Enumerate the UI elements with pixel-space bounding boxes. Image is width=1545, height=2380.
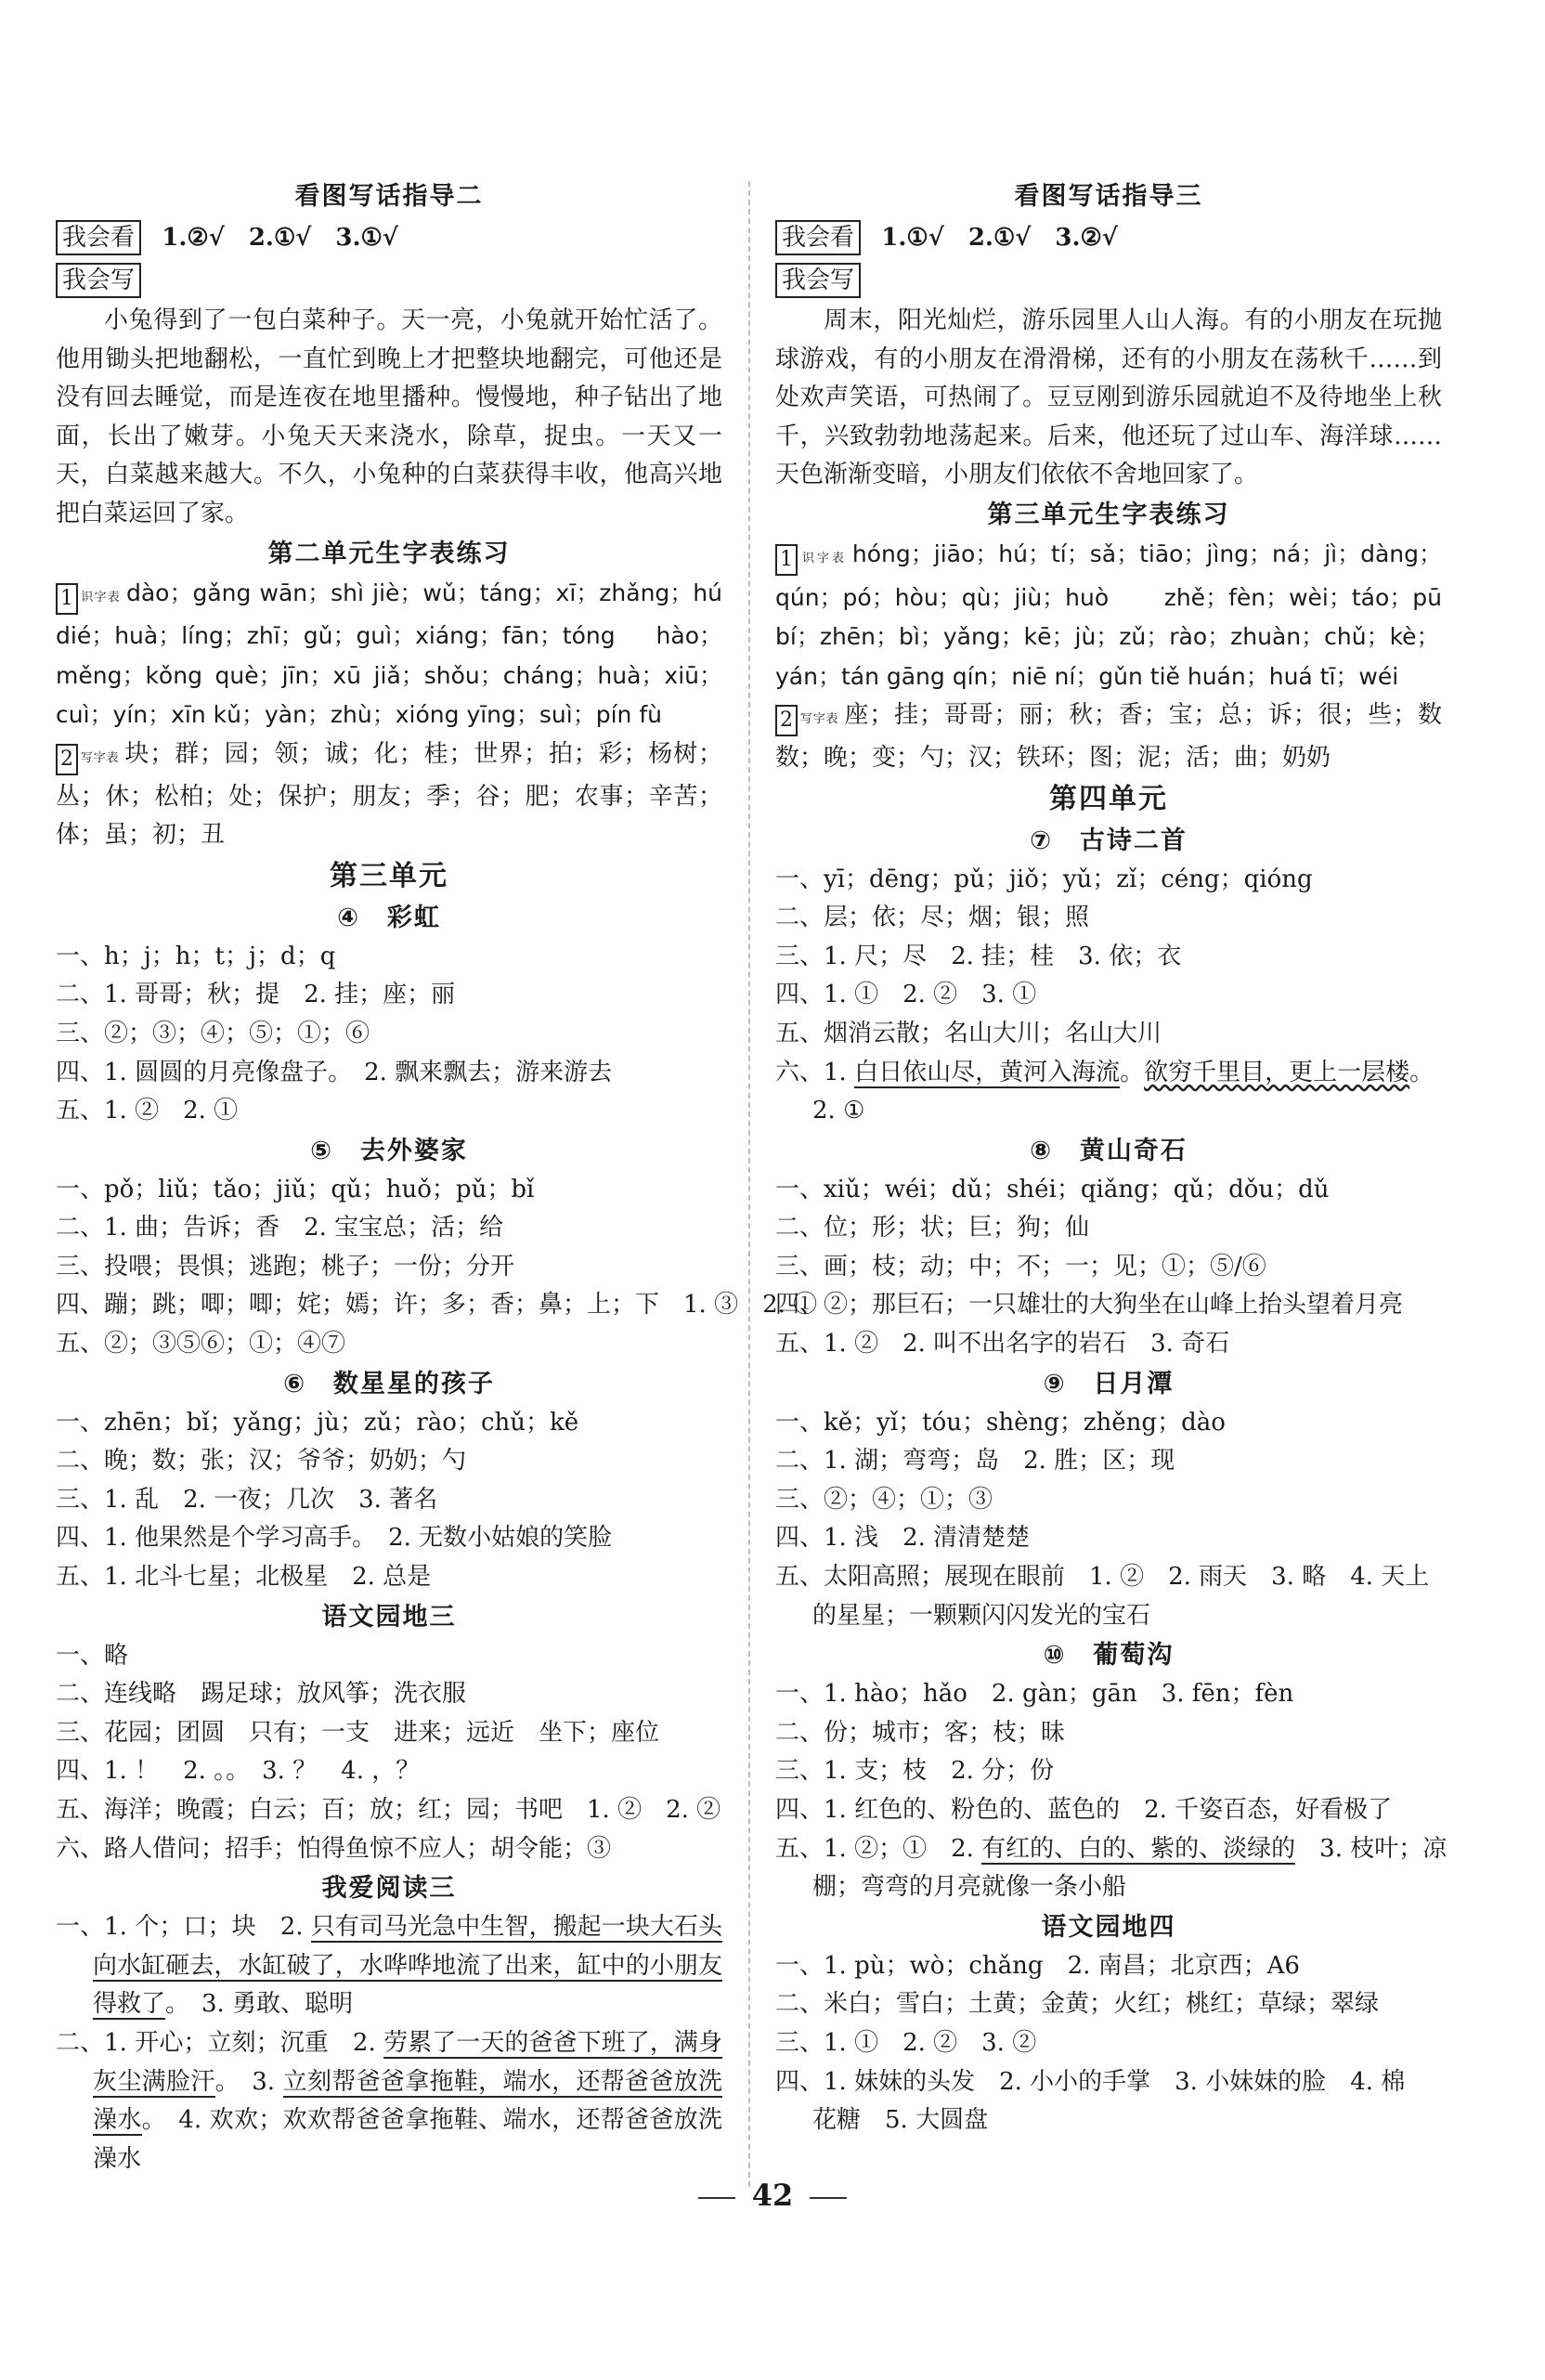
underlined-answer: 劳累了一天的爸爸下班了，满身灰尘满脸汗 — [93, 2028, 722, 2096]
section-title: 我爱阅读三 — [321, 1874, 457, 1904]
section-title: 看图写话指导三 — [1014, 182, 1203, 211]
answer-line: 四、②；那巨石；一只雄壮的大狗坐在山峰上抬头望着月亮 — [775, 1291, 1404, 1320]
vocab-question-2 — [56, 735, 722, 855]
answer-line: 三、②；③；④；⑤；①；⑥ — [56, 1019, 370, 1047]
answer-line: 二、米白；雪白；土黄；金黄；火红；桃红；草绿；翠绿 — [775, 1990, 1380, 2019]
question-sub-label: 写字表 — [80, 750, 120, 765]
underlined-answer: 有红的、白的、紫的、淡绿的 — [981, 1834, 1296, 1863]
column-divider — [748, 181, 750, 2187]
unit-title: 第三单元 — [330, 859, 448, 892]
write-row — [56, 259, 722, 302]
page-number-dash — [810, 2197, 847, 2199]
character-answers: 块；群；园；领；诚；化；桂；世界；拍；彩；杨树；丛；休；松柏；处；保护；朋友；季；谷；肥；农事；辛苦；体；虽；初；丑 — [56, 739, 722, 850]
answer-line: 四、1. 圆圆的月亮像盘子。 2. 飘来飘去；游来游去 — [56, 1058, 613, 1086]
answer-line: 二、1. 哥哥；秋；提 2. 挂；座；丽 — [56, 981, 456, 1009]
answer-line: 五、1. 北斗七星；北极星 2. 总是 — [56, 1563, 432, 1592]
lesson-title: ⑧ 黄山奇石 — [1030, 1136, 1188, 1165]
answer-line: 五、海洋；晚霞；白云；百；放；红；园；书吧 1. ② 2. ② — [56, 1796, 721, 1824]
vocab-question-1 — [56, 574, 722, 735]
answer-text: 。 — [1409, 1058, 1435, 1086]
lesson-title: ④ 彩虹 — [337, 903, 441, 932]
answer-line: 三、花园；团圆 只有；一支 进来；远近 坐下；座位 — [56, 1718, 660, 1747]
lesson-title: ⑩ 葡萄沟 — [1043, 1641, 1175, 1671]
look-answers: 1.①√ 2.①√ 3.②√ — [881, 224, 1118, 252]
write-label: 我会写 — [775, 263, 861, 298]
page-number-text: 42 — [751, 2178, 794, 2213]
lesson-title: ⑨ 日月潭 — [1043, 1369, 1175, 1398]
answer-line: 四、1. 他果然是个学习高手。 2. 无数小姑娘的笑脸 — [56, 1524, 613, 1553]
poem-answer-line — [775, 1054, 1442, 1093]
answer-line: 四、1. ！ 2. 。。 3. ？ 4. ，？ — [56, 1757, 421, 1786]
answer-line: 一、h；j；h；t；j；d；q — [56, 942, 336, 970]
answer-line: 四、1. 妹妹的头发 2. 小小的手掌 3. 小妹妹的脸 4. 棉 — [775, 2067, 1406, 2096]
answer-line: 一、略 — [56, 1641, 129, 1670]
answer-line — [775, 1830, 1448, 1869]
answer-line: 二、1. 曲；告诉；香 2. 宝宝总；活；给 — [56, 1214, 504, 1242]
question-number: 2 — [775, 705, 798, 736]
answer-line: 一、yī；dēng；pǔ；jiǒ；yǔ；zǐ；céng；qióng — [775, 865, 1313, 893]
answer-text: 3. 枝叶；凉 — [1295, 1834, 1448, 1863]
question-number: 1 — [775, 544, 798, 576]
page-number-dash — [698, 2197, 735, 2199]
lesson-title: ⑥ 数星星的孩子 — [283, 1369, 495, 1398]
answer-text: 二、1. 开心；立刻；沉重 2. — [56, 2028, 384, 2057]
answer-line: 一、1. hào；hǎo 2. gàn；gān 3. fēn；fèn — [775, 1680, 1294, 1709]
answer-line: 三、1. 乱 2. 一夜；几次 3. 著名 — [56, 1485, 438, 1514]
answer-line: 棚；弯弯的月亮就像一条小船 — [812, 1873, 1127, 1902]
answer-line: 的星星；一颗颗闪闪发光的宝石 — [812, 1601, 1151, 1630]
question-sub-label: 识字表 — [799, 551, 847, 566]
answer-line: 三、投喂；畏惧；逃跑；桃子；一份；分开 — [56, 1252, 515, 1281]
question-number: 2 — [56, 744, 78, 775]
character-answers: 座；挂；哥哥；丽；秋；香；宝；总；诉；很；些；数数；晚；变；勺；汉；铁环；图；泥；活；曲；奶奶 — [775, 701, 1442, 772]
write-label: 我会写 — [56, 263, 141, 298]
right-column — [775, 176, 1448, 2140]
question-sub-label: 写字表 — [799, 712, 839, 727]
answer-line: 2. ① — [812, 1097, 865, 1125]
page-number — [0, 2178, 1545, 2213]
answer-line: 二、晚；数；张；汉；爷爷；奶奶；勺 — [56, 1447, 467, 1476]
answer-line: 二、位；形；状；巨；狗；仙 — [775, 1214, 1090, 1242]
look-row — [56, 216, 722, 259]
section-title: 第三单元生字表练习 — [987, 500, 1230, 529]
section-title: 语文园地四 — [1041, 1912, 1176, 1942]
answer-line: 五、1. ② 2. 叫不出名字的岩石 3. 奇石 — [775, 1330, 1230, 1359]
answer-text: 五、1. ②；① 2. — [775, 1834, 982, 1863]
answer-line: 四、1. 浅 2. 清清楚楚 — [775, 1524, 1031, 1553]
answer-line: 六、路人借问；招手；怕得鱼惊不应人；胡令能；③ — [56, 1834, 612, 1863]
unit-title: 第四单元 — [1049, 782, 1168, 815]
answer-text: 。 3. 勇敢、聪明 — [165, 1990, 354, 2019]
answer-line: 花糖 5. 大圆盘 — [812, 2106, 989, 2135]
look-row — [775, 216, 1442, 259]
underlined-answer: 只有司马光急中生智，搬起一块大石头向水缸砸去，水缸破了，水哗哗地流了出来，缸中的小朋友得救了 — [93, 1913, 722, 2019]
answer-line: 二、份；城市；客；枝；昧 — [775, 1718, 1066, 1747]
answer-text: 。 — [1120, 1058, 1145, 1086]
answer-line: 五、烟消云散；名山大川；名山大川 — [775, 1019, 1162, 1047]
answer-line: 三、1. 支；枝 2. 分；份 — [775, 1757, 1055, 1786]
question-number: 1 — [56, 583, 78, 615]
answer-text: 六、1. — [775, 1058, 855, 1086]
answer-text: 。 4. 欢欢；欢欢帮爸爸拿拖鞋、端水，还帮爸爸放洗澡水 — [93, 2106, 722, 2173]
underlined-answer: 立刻帮爸爸拿拖鞋，端水，还帮爸爸放洗澡水 — [93, 2067, 722, 2135]
answer-line: 二、层；依；尽；烟；银；照 — [775, 904, 1090, 932]
section-title: 第二单元生字表练习 — [267, 539, 511, 568]
look-answers: 1.②√ 2.①√ 3.①√ — [162, 224, 398, 252]
lesson-title: ⑤ 去外婆家 — [310, 1136, 468, 1165]
answer-line: 三、画；枝；动；中；不；一；见；①；⑤/⑥ — [775, 1252, 1266, 1281]
wavy-underlined-answer: 欲穷千里目，更上一层楼 — [1144, 1058, 1410, 1086]
pinyin-answers: dào；gǎng wān；shì jiè；wǔ；táng；xī；zhǎng；hú dié；huà；líng；zhī；gǔ；guì；xiáng；fān；tóng hào；měng；kǒng què；jīn；xū jiǎ；shǒu；cháng；huà；xiū；cuì；yín；xīn kǔ；yàn；zhù；xióng yīng；suì；pín fù — [56, 579, 722, 729]
answer-line: 一、kě；yǐ；tóu；shèng；zhěng；dào — [775, 1408, 1226, 1437]
section-title: 语文园地三 — [321, 1602, 457, 1632]
question-sub-label: 识字表 — [80, 590, 121, 605]
answer-line: 四、蹦；跳；唧；唧；姹；嫣；许；多；香；鼻；上；下 1. ③ 2. ① — [56, 1291, 818, 1320]
vocab-question-2 — [775, 696, 1442, 777]
essay-text: 小兔得到了一包白菜种子。天一亮，小兔就开始忙活了。他用锄头把地翻松，一直忙到晚上才把整块地翻完，可他还是没有回去睡觉，而是连夜在地里播种。慢慢地，种子钻出了地面，长出了嫩芽。小兔天天来浇水，除草，捉虫。一天又一天，白菜越来越大。不久，小兔种的白菜获得丰收，他高兴地把白菜运回了家。 — [56, 306, 722, 527]
answer-line: 二、连线略 踢足球；放风筝；洗衣服 — [56, 1680, 467, 1709]
underlined-answer: 白日依山尽，黄河入海流 — [854, 1058, 1121, 1086]
answer-line: 五、1. ② 2. ① — [56, 1097, 239, 1125]
answer-line: 三、1. 尺；尽 2. 挂；桂 3. 依；衣 — [775, 942, 1182, 970]
answer-line: 三、②；④；①；③ — [775, 1485, 993, 1514]
answer-text: 一、1. 个；口；块 2. — [56, 1913, 311, 1942]
reading-answer-1 — [56, 1908, 722, 2024]
lesson-title: ⑦ 古诗二首 — [1030, 826, 1188, 855]
answer-line: 四、1. 红色的、粉色的、蓝色的 2. 千姿百态，好看极了 — [775, 1796, 1393, 1824]
answer-line: 二、1. 湖；弯弯；岛 2. 胜；区；现 — [775, 1447, 1175, 1476]
look-label: 我会看 — [775, 220, 861, 255]
answer-line: 一、zhēn；bǐ；yǎng；jù；zǔ；rào；chǔ；kě — [56, 1408, 579, 1437]
answer-line: 三、1. ① 2. ② 3. ② — [775, 2028, 1037, 2057]
look-label: 我会看 — [56, 220, 141, 255]
answer-line: 四、1. ① 2. ② 3. ① — [775, 981, 1037, 1009]
answer-text: 。 3. — [214, 2067, 283, 2096]
reading-answer-2 — [56, 2024, 722, 2178]
answer-line: 一、1. pù；wò；chǎng 2. 南昌；北京西；A6 — [775, 1951, 1300, 1980]
answer-line: 一、pǒ；liǔ；tǎo；jiǔ；qǔ；huǒ；pǔ；bǐ — [56, 1175, 535, 1203]
vocab-question-1 — [775, 535, 1442, 696]
answer-line: 五、太阳高照；展现在眼前 1. ② 2. 雨天 3. 略 4. 天上 — [775, 1563, 1430, 1592]
answer-line: 一、xiǔ；wéi；dǔ；shéi；qiǎng；qǔ；dǒu；dǔ — [775, 1175, 1330, 1203]
pinyin-answers: hóng；jiāo；hú；tí；sǎ；tiāo；jìng；ná；jì；dàng；qún；pó；hòu；qù；jiù；huò zhě；fèn；wèi；táo；pū bí；zhēn；bì；yǎng；kē；jù；zǔ；rào；zhuàn；chǔ；kè；yán；tán gāng qín；niē ní；gǔn tiě huán；huá tī；wéi — [775, 540, 1442, 690]
essay-text: 周末，阳光灿烂，游乐园里人山人海。有的小朋友在玩抛球游戏，有的小朋友在滑滑梯，还有的小朋友在荡秋千……到处欢声笑语，可热闹了。豆豆刚到游乐园就迫不及待地坐上秋千，兴致勃勃地荡起来。后来，他还玩了过山车、海洋球……天色渐渐变暗，小朋友们依依不舍地回家了。 — [775, 306, 1442, 489]
write-row — [775, 259, 1442, 302]
answer-line: 五、②；③⑤⑥；①；④⑦ — [56, 1330, 346, 1359]
section-title: 看图写话指导二 — [294, 182, 484, 211]
